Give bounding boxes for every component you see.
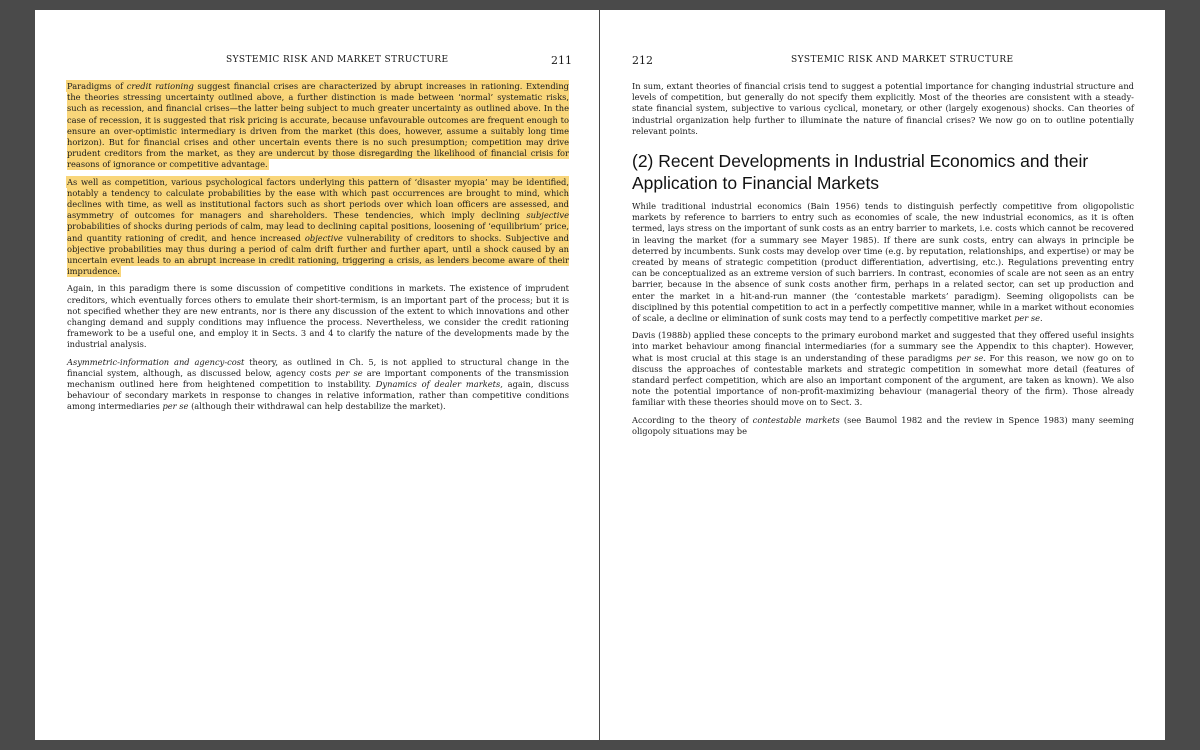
- intro-paragraph: In sum, extant theories of financial crisis tend to suggest a potential importance for changing industrial structure and levels of competition, but generally do not specify them explicitly. Most of the theories are consistent with a steady-state financial system, subjective to various cyclical, monetary, or other (largely exogenous) shocks. Can theories of industrial organization help further to illuminate the nature of financial crises? We now go on to outline potentially relevant points.: [632, 81, 1134, 136]
- running-head-left: SYSTEMIC RISK AND MARKET STRUCTURE: [226, 55, 449, 65]
- left-page-body: [67, 81, 569, 419]
- page-number-left: 211: [551, 54, 572, 67]
- paragraph: [67, 177, 569, 278]
- highlighted-text: As well as competition, various psychological factors underlying this pattern of ‘disaster myopia’ may be identified, notably a tendency to calculate probabilities by the ease with which past occurrences are brought to mind, which declines with time, as well as institutional factors such as short periods over which loan officers are assessed, and asymmetry of outcomes for managers and shareholders. These tendencies, which imply declining subjective probabilities of shocks during periods of calm, may lead to declining capital positions, loosening of ‘equilibrium’ price, and quantity rationing of credit, and hence increased objective vulnerability of creditors to shocks. Subjective and objective probabilities may thus during a period of calm drift further and further apart, until a shock caused by an uncertain event leads to an abrupt increase in credit rationing, triggering a crisis, as lenders become aware of their imprudence.: [67, 176, 569, 277]
- right-page: [600, 10, 1165, 740]
- section-heading: (2) Recent Developments in Industrial Economics and their Application to Financial Markets: [632, 151, 1089, 194]
- paragraph: [67, 81, 569, 171]
- paragraph: Asymmetric-information and agency-cost theory, as outlined in Ch. 5, is not applied to structural change in the financial system, although, as discussed below, agency costs per se are important components of the transmission mechanism outlined here from heightened competition to instability. Dynamics of dealer markets, again, discuss behaviour of secondary markets in response to changes in relative information, rather than competitive conditions among intermediaries per se (although their withdrawal can help destabilize the market).: [67, 356, 570, 412]
- running-head-right: SYSTEMIC RISK AND MARKET STRUCTURE: [791, 55, 1014, 65]
- left-page: [35, 10, 599, 740]
- right-page-body: [632, 81, 1134, 443]
- page-number-right: 212: [632, 54, 653, 67]
- paragraph: Again, in this paradigm there is some discussion of competitive conditions in markets. The existence of imprudent creditors, which eventually forces others to emulate their short-termism, is an important part of the process; but it is not specified whether they are new entrants, nor is there any discussion of the extent to which innovations and other changing demand and supply conditions may influence the process. Nevertheless, we consider the credit rationing framework to be a useful one, and employ it in Sects. 3 and 4 to clarify the nature of the developments made by the industrial analysis.: [67, 283, 569, 350]
- highlighted-text: Paradigms of credit rationing suggest financial crises are characterized by abrupt increases in rationing. Extending the theories stressing uncertainty outlined above, a further distinction is made between ‘normal’ systematic risks, such as recession, and financial crises—the latter being subject to much greater uncertainty as outlined above. In the case of recession, it is suggested that risk pricing is accurate, because unfavourable outcomes are frequent enough to ensure an over-optimistic intermediary is driven from the market (this does, however, assume a suitably long time horizon). But for financial crises and other uncertain events there is no such presumption; competition may drive prudent creditors from the market, as they are undercut by those disregarding the likelihood of financial crisis for reasons of ignorance or competitive advantage.: [67, 81, 569, 170]
- paragraph: While traditional industrial economics (Bain 1956) tends to distinguish perfectly competitive from oligopolistic markets by reference to barriers to entry such as economies of scale, the new industrial economics, as it is often termed, lays stress on the important of sunk costs as an entry barrier to markets, i.e. costs which cannot be recovered in leaving the market (for a summary see Mayer 1985). If there are sunk costs, entry can always in principle be deterred by incumbents. Sunk costs may develop over time (e.g. by reputation, relationships, and expertise) or may be created by means of strategic competition (product differentiation, advertising, etc.). Regulations preventing entry can be conceptualized as an extreme version of such barriers. In contrast, economies of scale are not seen as an entry barrier, because in the absence of sunk costs another firm, perhaps in a related sector, can set up production and enter the market in a hit-and-run manner (the ‘contestable markets’ paradigm). Seeming oligopolists can be disciplined by this potential competition to act in a perfectly competitive manner, while in a market without economies of scale, a decline or elimination of sunk costs may tend to a perfectly competitive market per se.: [632, 201, 1134, 324]
- paragraph: Davis (1988b) applied these concepts to the primary eurobond market and suggested that they offered useful insights into market behaviour among financial intermediaries (for a summary see the Appendix to this chapter). However, what is most crucial at this stage is an understanding of these paradigms per se. For this reason, we now go on to discuss the approaches of contestable markets and strategic competition in somewhat more detail (features of standard perfect competition, which are also an important component of the argument, are taken as known). We also note the potential importance of non-profit-maximizing behaviour (managerial theory of the firm). Those already familiar with these theories should move on to Sect. 3.: [632, 330, 1134, 408]
- paragraph: According to the theory of contestable markets (see Baumol 1982 and the review in Spence 1983) many seeming oligopoly situations may be: [632, 414, 1135, 436]
